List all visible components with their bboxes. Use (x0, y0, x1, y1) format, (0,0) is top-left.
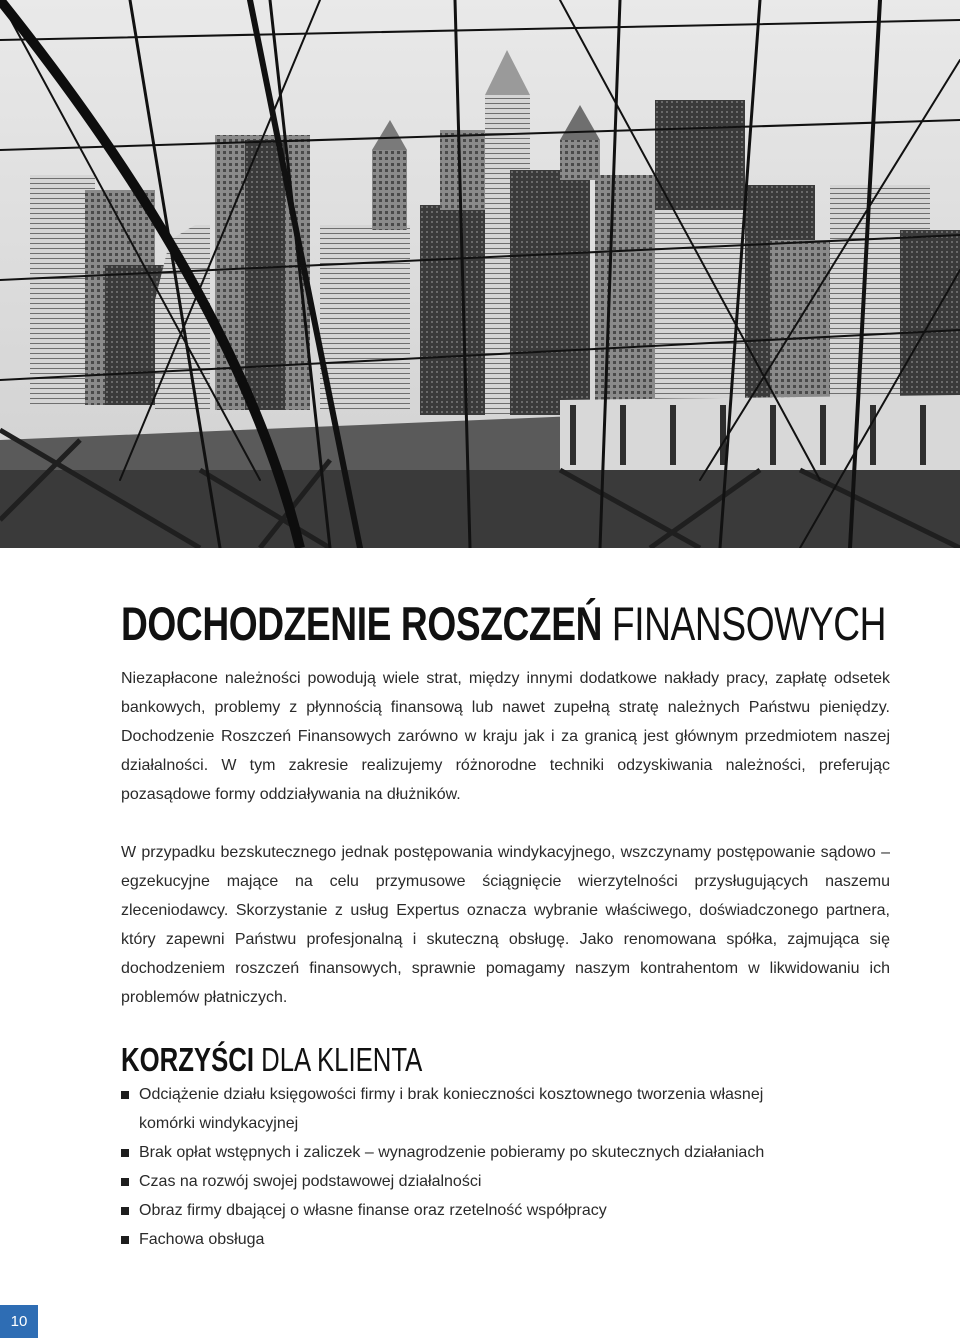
list-item (121, 1080, 881, 1138)
benefits-list (121, 1080, 881, 1254)
list-item (121, 1225, 881, 1254)
square-bullet-icon (121, 1207, 129, 1215)
list-item-text: Fachowa obsługa (139, 1231, 265, 1248)
page-title (121, 596, 886, 652)
square-bullet-icon (121, 1178, 129, 1186)
benefits-title (121, 1038, 422, 1082)
list-item-text: Brak opłat wstępnych i zaliczek – wynagrodzenie pobieramy po skutecznych działaniach (139, 1144, 765, 1161)
list-item-text: Obraz firmy dbającej o własne finanse oraz rzetelność współpracy (139, 1202, 607, 1219)
square-bullet-icon (121, 1149, 129, 1157)
list-item-text: Odciążenie działu księgowości firmy i brak konieczności kosztownego tworzenia własnej komórki windykacyjnej (139, 1086, 764, 1132)
page-title-bold: DOCHODZENIE ROSZCZEŃ (121, 597, 602, 650)
square-bullet-icon (121, 1236, 129, 1244)
list-item (121, 1196, 881, 1225)
list-item-text: Czas na rozwój swojej podstawowej działalności (139, 1173, 482, 1190)
benefits-title-bold: KORZYŚCI (121, 1041, 255, 1078)
benefits-title-light: DLA KLIENTA (261, 1041, 423, 1078)
page-title-light: FINANSOWYCH (611, 597, 887, 650)
list-item (121, 1138, 881, 1167)
body-paragraph: W przypadku bezskutecznego jednak postępowania windykacyjnego, wszczynamy postępowanie sądowo – egzekucyjne mające na celu przymusowe ściągnięcie wierzytelności przysługujących naszemu zleceniodawcy. Skorzystanie z usług Expertus oznacza wybranie właściwego, doświadczonego partnera, który zapewni Państwu profesjonalną i skuteczną obsługę. Jako renomowana spółka, zajmująca się dochodzeniem roszczeń finansowych, sprawnie pomagamy naszym kontrahentom w likwidowaniu ich problemów płatniczych. (121, 844, 890, 1006)
square-bullet-icon (121, 1091, 129, 1099)
list-item (121, 1167, 881, 1196)
hero-photo-skyline (0, 0, 960, 548)
page-number: 10 (0, 1305, 38, 1338)
intro-paragraph: Niezapłacone należności powodują wiele strat, między innymi dodatkowe nakłady pracy, zapłatę odsetek bankowych, problemy z płynnością finansową lub nawet zupełną stratę należnych Państwu pieniędzy. Dochodzenie Roszczeń Finansowych zarówno w kraju jak i za granicą jest głównym przedmiotem naszej działalności. W tym zakresie realizujemy różnorodne techniki odzyskiwania należności, preferując pozasądowe formy oddziaływania na dłużników. (121, 670, 890, 803)
